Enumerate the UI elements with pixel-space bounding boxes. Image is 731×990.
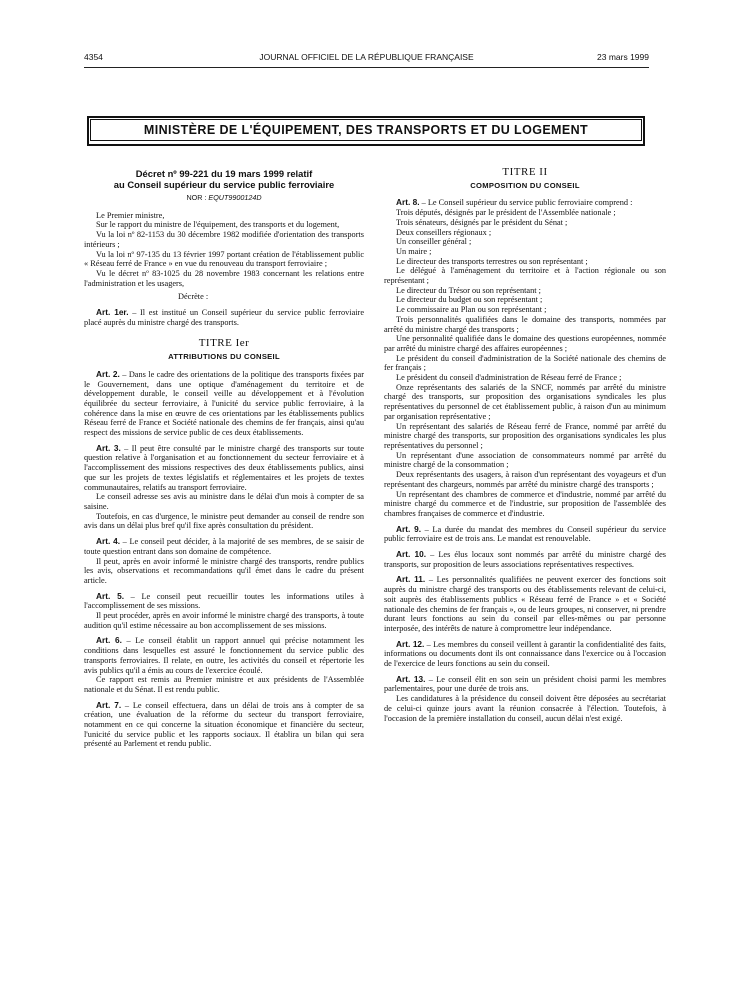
composition-item: Une personnalité qualifiée dans le domaine des questions européennes, nommée par arrêté du ministre chargé des affaires européennes ; — [384, 334, 666, 353]
article-2: Art. 2. – Dans le cadre des orientations de la politique des transports fixées par le Gouvernement, dans une optique d'aménagement du territoire et de développement durable, le conseil veille au développement et à l'évolution équilibrée du secteur ferroviaire, à l'unicité du service public ferroviaire, à la cohérence dans la mise en œuvre de ces orientations par les établissements publics Réseau ferré de France et Société nationale des chemins de fer français, ainsi qu'au respect des missions de service public de ces deux établissements. — [84, 368, 364, 438]
article-label: Art. 6. — [96, 635, 122, 646]
article-label: Art. 2. — [96, 368, 120, 379]
left-column — [84, 168, 364, 749]
composition-item: Onze représentants des salariés de la SNCF, nommés par arrêté du ministre chargé des transports, sur proposition des organisations syndicales les plus représentatives du personnel de cet établissement public, à raison d'un au minimum par organisation représentative ; — [384, 382, 666, 421]
composition-item: Trois personnalités qualifiées dans le domaine des transports, nommées par arrêté du ministre chargé des transports ; — [384, 314, 666, 334]
composition-item: Le directeur du budget ou son représentant ; — [396, 295, 543, 305]
composition-item: Le délégué à l'aménagement du territoire et à l'action régionale ou son représentant ; — [384, 266, 666, 286]
article-8: Art. 8. – Le Conseil supérieur du service public ferroviaire comprend : — [396, 197, 633, 208]
article-text: Le conseil établit un rapport annuel qui précise notamment les conditions dans lesquelles est assuré le fonctionnement du service public des transports ferroviaires. Il relate, en outre, les activités du conseil et répertorie les avis publics qu'il a émis au cours de l'exercice écoulé. — [84, 636, 365, 675]
article-label: Art. 13. — [396, 673, 426, 684]
article-label: Art. 4. — [96, 536, 121, 547]
article-text: Dans le cadre des orientations de la politique des transports fixées par le Gouvernement, dans une optique d'aménagement du territoire et de développement durable, le conseil veille au développement et à l'évolution équilibrée du secteur ferroviaire, à l'unicité du service public ferroviaire, à la cohérence dans la mise en œuvre de ces orientations par les établissements publics Réseau ferré de France et Société nationale des chemins de fer français, ainsi qu'au respect des missions de service public de ces deux établissements. — [84, 369, 364, 438]
composition-item: Deux représentants des usagers, à raison d'un représentant des voyageurs et d'un représentant des chargeurs, nommés par arrêté du ministre chargé des transports ; — [384, 470, 666, 489]
article-12: Art. 12. – Les membres du conseil veillent à garantir la confidentialité des faits, informations ou documents dont ils ont connaissance dans l'exercice ou à l'occasion de l'exercice de leurs fonctions au sein du conseil. — [384, 638, 666, 669]
article-5: Art. 5. – Le conseil peut recueillir toutes les informations utiles à l'accomplissement de ses missions. — [84, 590, 364, 611]
decrete-line: Décrète : — [178, 292, 209, 302]
titre-heading: TITRE II — [502, 166, 548, 178]
ministry-heading: MINISTÈRE DE L'ÉQUIPEMENT, DES TRANSPORTS ET DU LOGEMENT — [90, 119, 642, 141]
article-label: Art. 11. — [396, 574, 426, 585]
visa-paragraph: Sur le rapport du ministre de l'équipement, des transports et du logement, — [96, 220, 340, 230]
composition-item: Trois députés, désignés par le président de l'Assemblée nationale ; — [396, 208, 616, 218]
article-9: Art. 9. – La durée du mandat des membres du Conseil supérieur du service public ferroviaire est de trois ans. Le mandat est renouvelable. — [384, 523, 667, 544]
titre-heading: TITRE Ier — [198, 337, 250, 350]
article-text: Le Conseil supérieur du service public ferroviaire comprend : — [427, 198, 633, 208]
article-6: Art. 6. – Le conseil établit un rapport annuel qui précise notamment les conditions dans lesquelles est assuré le fonctionnement du service public des transports ferroviaires. Il relate, en outre, les activités du conseil et répertorie les avis publics qu'il a émis au cours de l'exercice écoulé. — [84, 635, 365, 675]
composition-item: Un représentant d'une association de consommateurs nommé par arrêté du ministre chargé de la consommation ; — [384, 450, 666, 470]
article-label: Art. 7. — [96, 699, 122, 710]
article-label: Art. 3. — [96, 442, 121, 453]
article-text: Les personnalités qualifiées ne peuvent exercer des fonctions soit auprès du ministre chargé des transports ou des établissements relevant de celui-ci, soit auprès des établissements publics « Réseau ferré de France » et « Société nationale des chemins de fer français », ou de leurs groupes, ni conserver, ni prendre durant leurs fonctions au sein du conseil par elles-mêmes ou par personne interposée, des intérêts de nature à compromettre leur indépendance. — [384, 575, 667, 633]
article-7: Art. 7. – Le conseil effectuera, dans un délai de trois ans à compter de sa création, une évaluation de la réforme du secteur du transport ferroviaire, notamment en ce qui concerne la situation économique et financière du secteur, l'unicité du service public et les rapports sociaux. Il établira un bilan qui sera présenté au Parlement et rendu public. — [84, 699, 364, 749]
article-text: Le conseil élit en son sein un président choisi parmi les membres parlementaires, pour une durée de trois ans. — [384, 674, 666, 694]
nor-reference — [84, 193, 364, 203]
composition-item: Un conseiller général ; — [396, 237, 472, 247]
article-11: Art. 11. – Les personnalités qualifiées ne peuvent exercer des fonctions soit auprès du ministre chargé des transports ou des établissements relevant de celui-ci, soit auprès des établissements publics « Réseau ferré de France » et « Société nationale des chemins de fer français », ou de leurs groupes, ni conserver, ni prendre durant leurs fonctions au sein du conseil par elles-mêmes ou par personne interposée, des intérêts de nature à compromettre leur indépendance. — [384, 574, 667, 633]
decree-title — [84, 168, 364, 190]
titre-subtitle: ATTRIBUTIONS DU CONSEIL — [168, 352, 280, 362]
composition-item: Le président du conseil d'administration de Réseau ferré de France ; — [396, 373, 622, 383]
article-text: Le conseil peut décider, à la majorité de ses membres, de se saisir de toute question entrant dans son domaine de compétence. — [84, 537, 365, 556]
visa-paragraph: Vu la loi nº 82-1153 du 30 décembre 1982 modifiée d'orientation des transports intérieurs ; — [84, 230, 364, 249]
article-text: Les membres du conseil veillent à garantir la confidentialité des faits, informations ou documents dont ils ont connaissance dans l'exercice ou à l'occasion de l'exercice de leurs fonctions au sein du conseil. — [384, 639, 666, 669]
visa-paragraph: Vu la loi nº 97-135 du 13 février 1997 portant création de l'établissement public « Réseau ferré de France » en vue du renouveau du transport ferroviaire ; — [84, 249, 364, 269]
composition-item: Un maire ; — [396, 246, 432, 256]
article-label: Art. 9. — [396, 523, 422, 534]
article-paragraph: Il peut, après en avoir informé le ministre chargé des transports, rendre publics les avis, observations et recommandations qu'il émet dans le cadre du présent article. — [84, 556, 364, 585]
visa-paragraph: Le Premier ministre, — [96, 210, 165, 220]
decree-title-line1: Décret nº 99-221 du 19 mars 1999 relatif — [135, 168, 313, 179]
article-4: Art. 4. – Le conseil peut décider, à la majorité de ses membres, de se saisir de toute question entrant dans son domaine de compétence. — [84, 536, 365, 556]
ministry-box — [87, 116, 645, 146]
composition-item: Un représentant des chambres de commerce et d'industrie, nommé par arrêté du ministre chargé du commerce et de l'industrie, sur proposition de l'assemblée des chambres françaises de commerce et d'industrie. — [384, 489, 666, 518]
article-label: Art. 1er. — [96, 307, 129, 318]
article-paragraph: Toutefois, en cas d'urgence, le ministre peut demander au conseil de rendre son avis dans un délai plus bref qu'il fixe après consultation du président. — [84, 511, 364, 531]
composition-item: Trois sénateurs, désignés par le président du Sénat ; — [396, 217, 568, 227]
nor-code: EQUT9900124D — [208, 193, 262, 202]
journal-title: JOURNAL OFFICIEL DE LA RÉPUBLIQUE FRANÇAISE — [259, 52, 474, 62]
composition-item: Le président du conseil d'administration de la Société nationale des chemins de fer français ; — [384, 353, 666, 373]
decree-title-line2: au Conseil supérieur du service public ferroviaire — [113, 179, 335, 190]
page-number: 4354 — [84, 52, 103, 62]
right-column — [384, 168, 666, 723]
article-label: Art. 5. — [96, 590, 125, 601]
article-10: Art. 10. – Les élus locaux sont nommés par arrêté du ministre chargé des transports, sur proposition de leurs associations représentatives respectives. — [384, 549, 666, 569]
article-label: Art. 8. — [396, 197, 420, 208]
composition-item: Un représentant des salariés de Réseau ferré de France, nommé par arrêté du ministre chargé des transports, sur proposition des organisations syndicales les plus représentatives du personnel ; — [384, 421, 666, 450]
article-label: Art. 10. — [396, 549, 427, 560]
composition-item: Deux conseillers régionaux ; — [396, 227, 492, 237]
article-paragraph: Il peut procéder, après en avoir informé le ministre chargé des transports, à toute audition qu'il estime nécessaire au bon accomplissement de ses missions. — [84, 611, 364, 630]
article-13: Art. 13. – Le conseil élit en son sein un président choisi parmi les membres parlementaires, pour une durée de trois ans. — [384, 673, 666, 694]
article-text: La durée du mandat des membres du Conseil supérieur du service public ferroviaire est de trois ans. Le mandat est renouvelable. — [384, 524, 667, 544]
composition-item: Le directeur du Trésor ou son représentant ; — [396, 285, 541, 295]
article-label: Art. 12. — [396, 638, 425, 649]
page-header — [84, 52, 649, 66]
article-paragraph: Ce rapport est remis au Premier ministre et aux présidents de l'Assemblée nationale et du Sénat. Il est rendu public. — [84, 675, 364, 694]
composition-item: Le directeur des transports terrestres ou son représentant ; — [396, 256, 588, 266]
article-text: Le conseil effectuera, dans un délai de trois ans à compter de sa création, une évaluation de la réforme du secteur du transport ferroviaire, notamment en ce qui concerne la situation économique et financière du secteur, l'unicité du service public et les rapports sociaux. Il établira un bilan qui sera présenté au Parlement et rendu public. — [84, 700, 364, 749]
article-text: Les élus locaux sont nommés par arrêté du ministre chargé des transports, sur proposition de leurs associations représentatives respectives. — [384, 550, 666, 569]
article-text: Il peut être consulté par le ministre chargé des transports sur toute question relative à l'organisation et au fonctionnement du secteur ferroviaire et à l'accomplissement des missions respectives des deux établissements publics, ainsi que sur les projets de textes législatifs et réglementaires et les projets de textes communautaires, relatifs au transport ferroviaire. — [84, 443, 365, 492]
article-paragraph: Les candidatures à la présidence du conseil doivent être déposées au secrétariat de celui-ci quinze jours avant la réunion consacrée à l'élection. Toutefois, à l'occasion de la première installation du conseil, aucun délai n'est exigé. — [384, 694, 666, 723]
nor-label: NOR : — [186, 193, 207, 202]
article-text: Le conseil peut recueillir toutes les informations utiles à l'accomplissement de ses missions. — [84, 591, 364, 611]
header-rule — [84, 67, 649, 68]
titre-subtitle: COMPOSITION DU CONSEIL — [470, 180, 580, 190]
composition-item: Le commissaire au Plan ou son représentant ; — [396, 305, 547, 315]
article-text: Il est institué un Conseil supérieur du service public ferroviaire placé auprès du ministre chargé des transports. — [84, 308, 365, 327]
article-1: Art. 1er. – Il est institué un Conseil supérieur du service public ferroviaire placé auprès du ministre chargé des transports. — [84, 307, 365, 327]
issue-date: 23 mars 1999 — [597, 52, 649, 62]
article-paragraph: Le conseil adresse ses avis au ministre dans le délai d'un mois à compter de sa saisine. — [84, 492, 364, 511]
article-3: Art. 3. – Il peut être consulté par le ministre chargé des transports sur toute question relative à l'organisation et au fonctionnement du secteur ferroviaire et à l'accomplissement des missions respectives des deux établissements publics, ainsi que sur les projets de textes législatifs et réglementaires et les projets de textes communautaires, relatifs au transport ferroviaire. — [84, 442, 365, 492]
visa-paragraph: Vu le décret nº 83-1025 du 28 novembre 1983 concernant les relations entre l'administration et les usagers, — [84, 268, 364, 288]
